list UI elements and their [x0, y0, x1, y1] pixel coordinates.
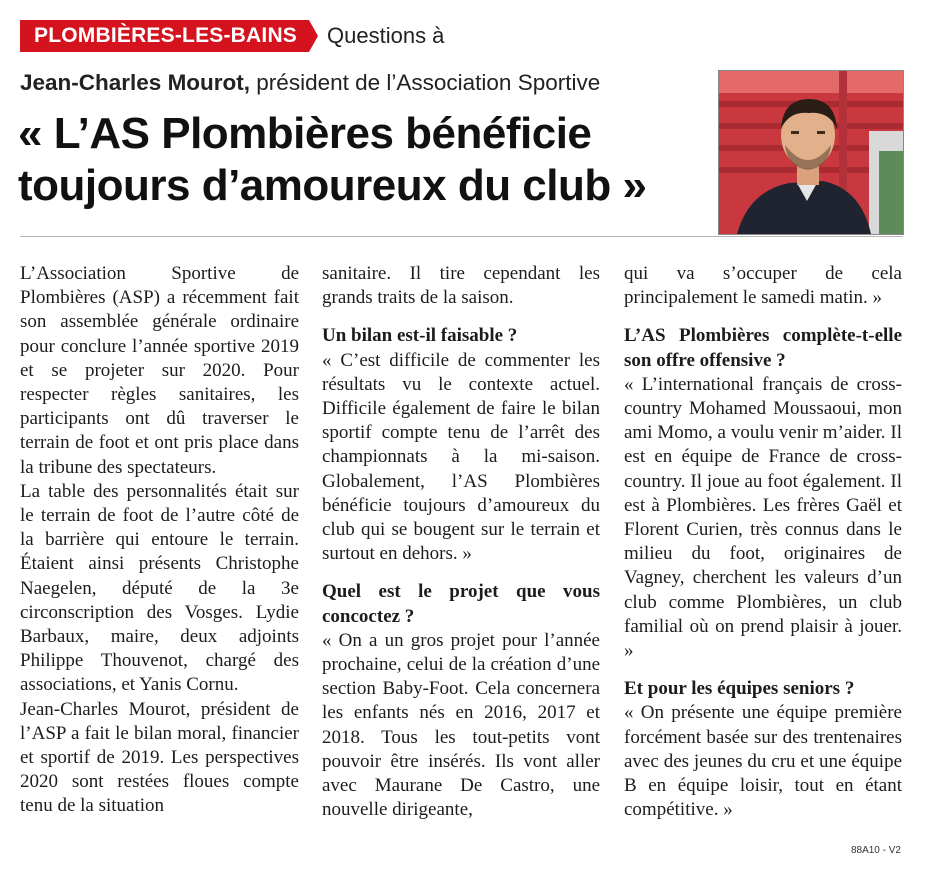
- continued-paragraph: sanitaire. Il tire cependant les grands traits de la saison.: [322, 263, 600, 309]
- section-tag: PLOMBIÈRES-LES-BAINS: [20, 20, 309, 52]
- byline: [20, 70, 600, 96]
- question-heading: Un bilan est-il faisable ?: [322, 325, 518, 347]
- portrait-photo: [718, 70, 904, 235]
- page-code: 88A10 - V2: [850, 845, 901, 856]
- portrait-illustration: [719, 71, 903, 234]
- column-2: [322, 262, 600, 822]
- column-3: [624, 262, 902, 822]
- rubric-label: Questions à: [327, 23, 445, 48]
- question-heading: Quel est le projet que vous concoctez ?: [322, 581, 600, 627]
- intro-paragraph-1: L’Association Sportive de Plombières (ASP) a récemment fait son assemblée générale ordinaire pour conclure l’année sportive 2019 et se projeter sur 2020. Pour respecter règles sanitaires, les participants ont dû traverser le terrain de foot et ont pris place dans la tribune des spectateurs.: [20, 263, 299, 478]
- column-1: [20, 262, 299, 819]
- intro-paragraph-3: Jean-Charles Mourot, président de l’ASP a fait le bilan moral, financier et sportif de 2019. Les perspectives 2020 sont restées floues compte tenu de la situation: [20, 698, 299, 817]
- continued-paragraph: qui va s’occuper de cela principalement le samedi matin. »: [624, 263, 902, 309]
- header-rule: [20, 236, 903, 237]
- headline: « L’AS Plombières bénéficie toujours d’amoureux du club »: [18, 109, 647, 210]
- answer-paragraph: « On a un gros projet pour l’année prochaine, celui de la création d’une section Baby-Foot. Cela concernera les enfants nés en 2016, 2017 et 2018. Tous les tout-petits vont pouvoir être insérés. Ils vont aller avec Maurane De Castro, une nouvelle dirigeante,: [322, 629, 600, 821]
- byline-role: président de l’Association Sportive: [250, 70, 601, 95]
- intro-paragraph-2: La table des personnalités était sur le terrain de foot de l’autre côté de la barrière qui entoure le terrain. Étaient ainsi présents Christophe Naegelen, député de la 3e circonscription des Vosges. Lydie Barbaux, maire, deux adjoints Philippe Thouvenot, chargé des associations, et Yanis Cornu.: [20, 480, 299, 696]
- question-heading: L’AS Plombières complète-t-elle son offre offensive ?: [624, 325, 902, 371]
- answer-paragraph: « On présente une équipe première forcément basée sur des trentenaires avec des jeunes du cru et une équipe B en équipe loisir, tout en étant compétitive. »: [624, 702, 902, 821]
- answer-paragraph: « L’international français de cross-country Mohamed Moussaoui, mon ami Momo, a voulu venir m’aider. Il est en équipe de France de cross-country. Il joue au foot également. Il est à Plombières. Les frères Gaël et Florent Curien, très connus dans le milieu du foot, originaires de Vagney, cherchent les valeurs d’un club comme Plombières, un club familial où on prend plaisir à jouer. »: [624, 373, 902, 662]
- kicker: [20, 20, 444, 52]
- question-heading: Et pour les équipes seniors ?: [624, 678, 855, 700]
- byline-name: Jean-Charles Mourot,: [20, 70, 251, 95]
- answer-paragraph: « C’est difficile de commenter les résultats vu le contexte actuel. Difficile également de faire le bilan sportif compte tenu de l’arrêt des championnats à la mi-saison. Globalement, l’AS Plombières bénéficie toujours d’amoureux du club qui se bougent sur le terrain et surtout en dehors. »: [322, 349, 600, 565]
